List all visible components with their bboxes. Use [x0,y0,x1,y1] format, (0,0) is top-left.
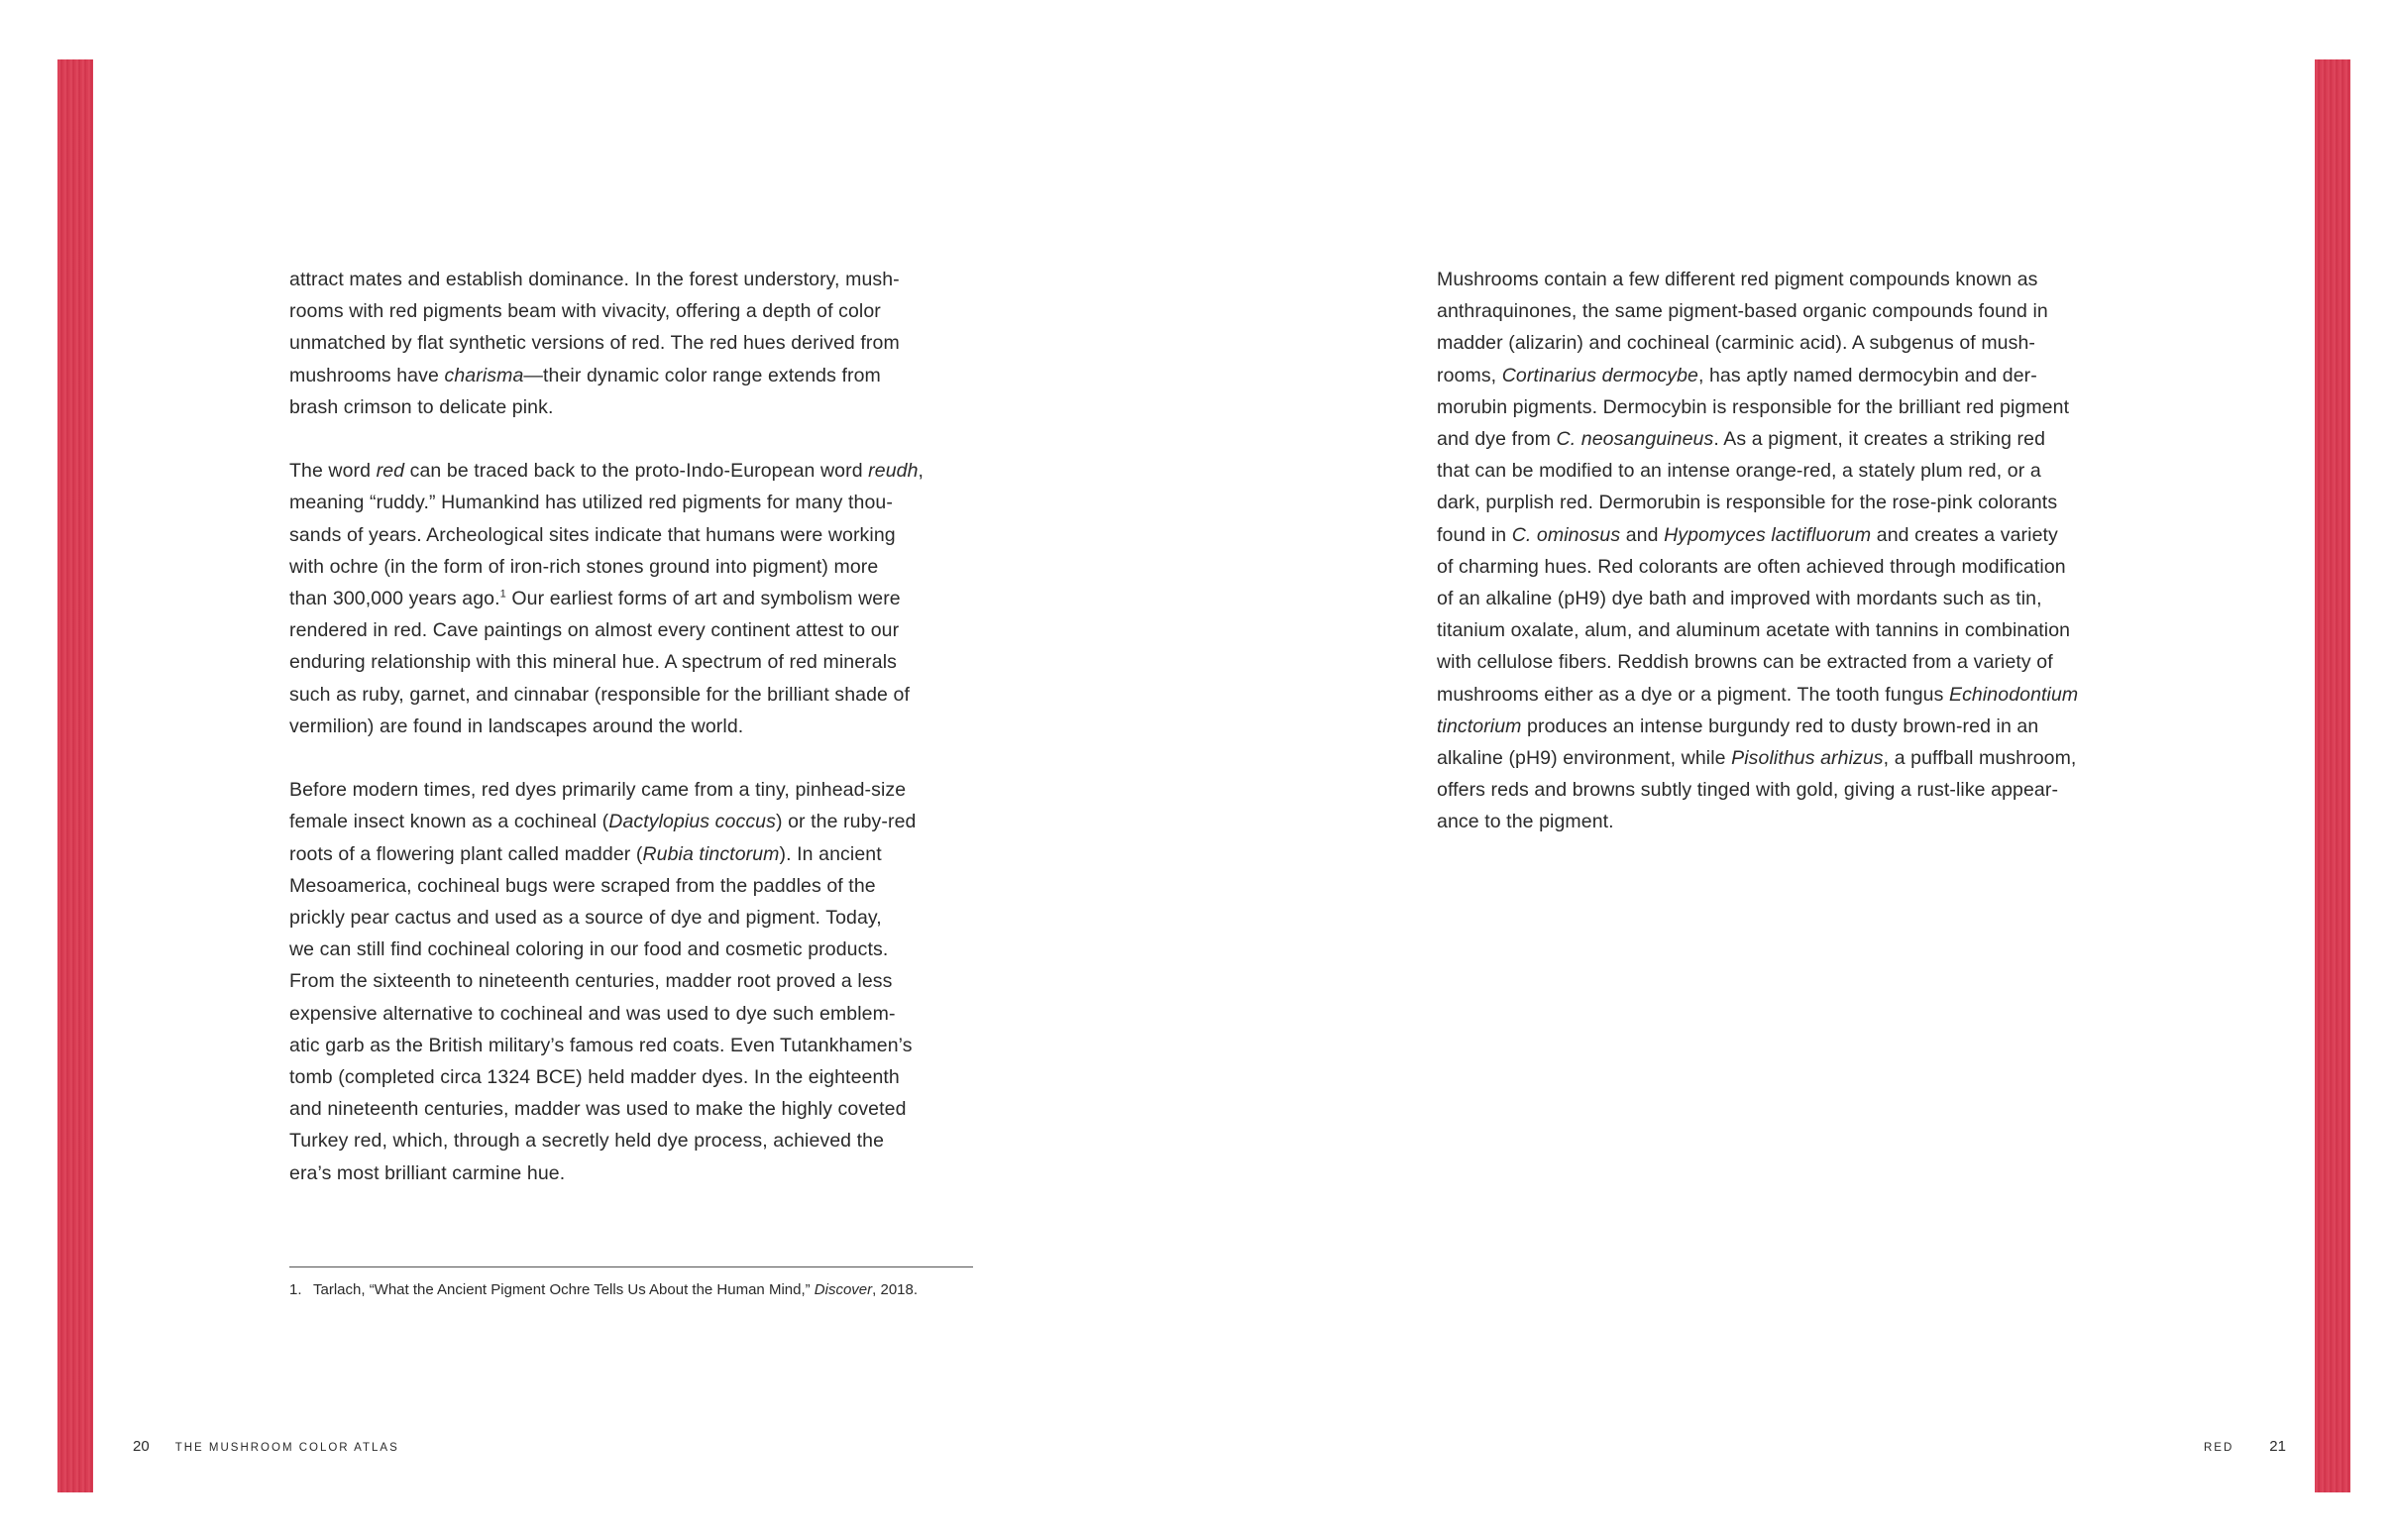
text-line: madder (alizarin) and cochineal (carminic acid). A subgenus of mush- [1437,332,2035,355]
left-page-body [289,264,983,1221]
left-page-red-edge [57,59,93,1492]
text-line: brash crimson to delicate pink. [289,395,554,418]
text-line: tomb (completed circa 1324 BCE) held madder dyes. In the eighteenth [289,1066,900,1089]
text-line: alkaline (pH9) environment, while Pisolithus arhizus, a puffball mushroom, [1437,747,2077,770]
text-line: rooms, Cortinarius dermocybe, has aptly named dermocybin and der- [1437,364,2037,386]
right-page-body [1437,264,2130,870]
right-folio [2204,1437,2286,1458]
text-line: enduring relationship with this mineral hue. A spectrum of red minerals [289,651,897,674]
left-folio [133,1437,399,1458]
text-line: that can be modified to an intense orange-red, a stately plum red, or a [1437,460,2041,483]
text-line: meaning “ruddy.” Humankind has utilized red pigments for many thou- [289,492,893,514]
text-line: Turkey red, which, through a secretly held dye process, achieved the [289,1130,885,1153]
text-line: rendered in red. Cave paintings on almost every continent attest to our [289,619,900,642]
text-line: unmatched by flat synthetic versions of red. The red hues derived from [289,332,900,355]
text-line: with ochre (in the form of iron-rich stones ground into pigment) more [289,555,879,578]
text-line: morubin pigments. Dermocybin is responsible for the brilliant red pigment [1437,395,2070,418]
text-line: roots of a flowering plant called madder (Rubia tinctorum). In ancient [289,842,882,865]
paragraph [289,455,983,742]
paragraph [289,264,983,423]
text-line: and nineteenth centuries, madder was used to make the highly coveted [289,1098,907,1121]
text-line: mushrooms have charisma—their dynamic color range extends from [289,364,881,386]
text-line: rooms with red pigments beam with vivacity, offering a depth of color [289,300,881,323]
text-line: we can still find cochineal coloring in our food and cosmetic products. [289,938,889,961]
footnote-rule [289,1266,973,1267]
text-line: of an alkaline (pH9) dye bath and improved with mordants such as tin, [1437,588,2042,610]
paragraph [1437,264,2130,838]
text-line: anthraquinones, the same pigment-based organic compounds found in [1437,300,2048,323]
text-line: and dye from C. neosanguineus. As a pigment, it creates a striking red [1437,428,2046,451]
text-line: with cellulose fibers. Reddish browns can be extracted from a variety of [1437,651,2053,674]
text-line: offers reds and browns subtly tinged with gold, giving a rust-like appear- [1437,779,2059,802]
footnote-ref: 1 [499,588,506,601]
text-line: titanium oxalate, alum, and aluminum acetate with tannins in combination [1437,619,2071,642]
right-page-red-edge [2315,59,2350,1492]
text-line: female insect known as a cochineal (Dactylopius coccus) or the ruby-red [289,811,917,833]
text-line: vermilion) are found in landscapes around the world. [289,715,744,737]
footnote-text: Tarlach, “What the Ancient Pigment Ochre Tells Us About the Human Mind,” Discover, 2018. [313,1281,919,1298]
text-line: expensive alternative to cochineal and was used to dye such emblem- [289,1002,896,1025]
text-line: Mesoamerica, cochineal bugs were scraped from the paddles of the [289,874,876,897]
text-line: dark, purplish red. Dermorubin is responsible for the rose-pink colorants [1437,492,2058,514]
text-line: The word red can be traced back to the proto-Indo-European word reudh, [289,460,925,483]
text-line: atic garb as the British military’s famous red coats. Even Tutankhamen’s [289,1034,913,1056]
text-line: Mushrooms contain a few different red pigment compounds known as [1437,269,2038,290]
footnote-number: 1. [289,1281,302,1298]
text-line: of charming hues. Red colorants are often achieved through modification [1437,555,2066,578]
text-line: tinctorium produces an intense burgundy red to dusty brown-red in an [1437,715,2039,737]
text-line: found in C. ominosus and Hypomyces lactifluorum and creates a variety [1437,523,2058,546]
paragraph [289,774,983,1189]
text-line: From the sixteenth to nineteenth centuries, madder root proved a less [289,970,893,993]
text-line: mushrooms either as a dye or a pigment. The tooth fungus Echinodontium [1437,683,2079,706]
right-running-head: RED [2204,1442,2234,1454]
footnote [289,1280,918,1300]
text-line: than 300,000 years ago.$^1$ Our earliest forms of art and symbolism were [289,588,901,610]
text-line: Before modern times, red dyes primarily came from a tiny, pinhead-size [289,779,907,802]
right-page-number: 21 [2269,1438,2286,1455]
left-running-head: THE MUSHROOM COLOR ATLAS [174,1442,399,1454]
left-page-number: 20 [133,1438,150,1455]
text-line: era’s most brilliant carmine hue. [289,1161,566,1184]
text-line: prickly pear cactus and used as a source of dye and pigment. Today, [289,907,882,930]
text-line: attract mates and establish dominance. In the forest understory, mush- [289,269,900,290]
text-line: such as ruby, garnet, and cinnabar (responsible for the brilliant shade of [289,683,910,706]
text-line: sands of years. Archeological sites indicate that humans were working [289,523,896,546]
text-line: ance to the pigment. [1437,811,1614,833]
